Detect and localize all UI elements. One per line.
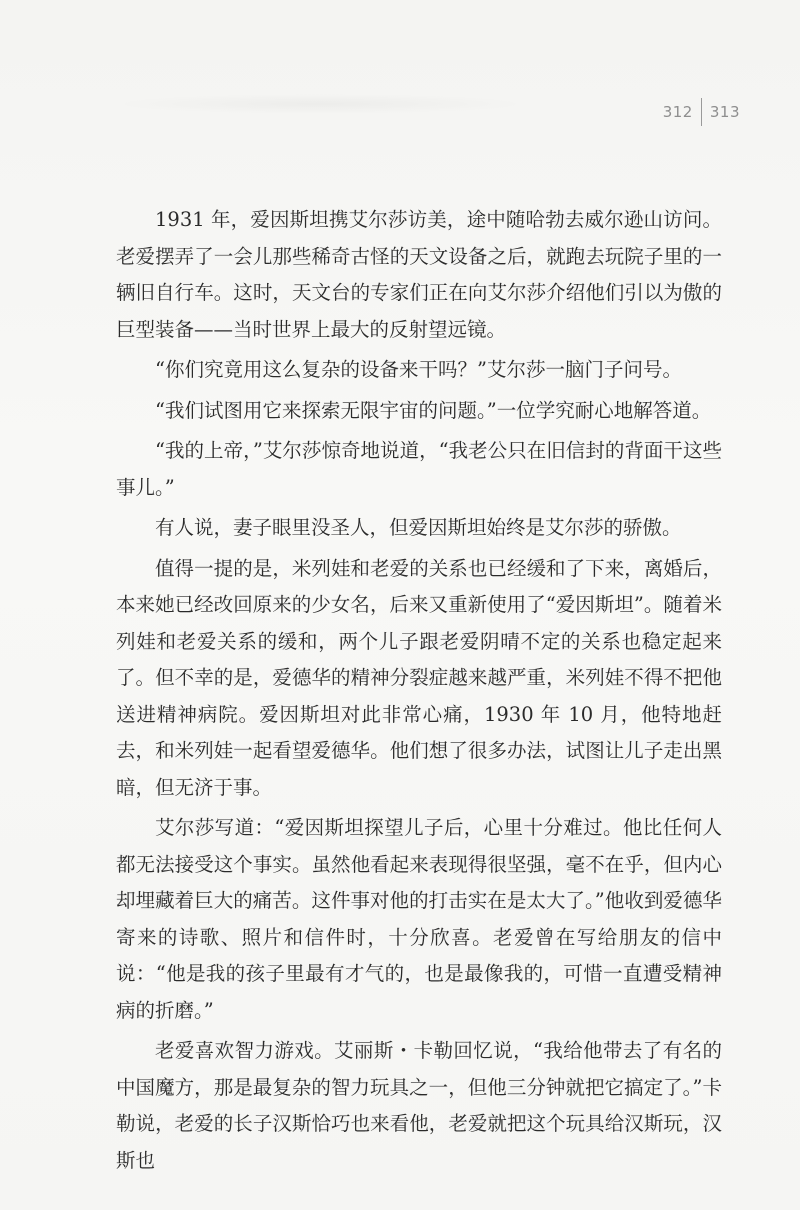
paragraph-1: 1931 年，爱因斯坦携艾尔莎访美，途中随哈勃去威尔逊山访问。老爱摆弄了一会儿那些稀奇古怪的天文设备之后，就跑去玩院子里的一辆旧自行车。这时，天文台的专家们正在向艾尔莎介绍他们引以为傲的巨型装备——当时世界上最大的反射望远镜。: [116, 208, 722, 341]
page-number-divider: [701, 98, 702, 126]
right-page-number: 313: [709, 103, 740, 121]
left-page-number: 312: [662, 103, 693, 121]
paragraph-5: 有人说，妻子眼里没圣人，但爱因斯坦始终是艾尔莎的骄傲。: [155, 516, 682, 539]
body-text: [116, 202, 722, 1179]
paragraph-2: “你们究竟用这么复杂的设备来干吗？”艾尔莎一脑门子问号。: [155, 358, 682, 381]
scan-smudge: [110, 94, 530, 114]
paragraph-4: “我的上帝，”艾尔莎惊奇地说道，“我老公只在旧信封的背面干这些事儿。”: [116, 439, 722, 499]
paragraph-7: 艾尔莎写道：“爱因斯坦探望儿子后，心里十分难过。他比任何人都无法接受这个事实。虽然他看起来表现得很坚强，毫不在乎，但内心却埋藏着巨大的痛苦。这件事对他的打击实在是太大了。”他收到爱德华寄来的诗歌、照片和信件时，十分欣喜。老爱曾在写给朋友的信中说：“他是我的孩子里最有才气的，也是最像我的，可惜一直遭受精神病的折磨。”: [116, 816, 722, 1022]
paragraph-8: 老爱喜欢智力游戏。艾丽斯・卡勒回忆说，“我给他带去了有名的中国魔方，那是最复杂的智力玩具之一，但他三分钟就把它搞定了。”卡勒说，老爱的长子汉斯恰巧也来看他，老爱就把这个玩具给汉斯玩，汉斯也: [116, 1039, 722, 1172]
paragraph-3: “我们试图用它来探索无限宇宙的问题。”一位学究耐心地解答道。: [155, 398, 712, 422]
page-number-header: [663, 98, 740, 126]
paragraph-6: 值得一提的是，米列娃和老爱的关系也已经缓和了下来，离婚后，本来她已经改回原来的少女名，后来又重新使用了“爱因斯坦”。随着米列娃和老爱关系的缓和，两个儿子跟老爱阴晴不定的关系也稳定起来了。但不幸的是，爱德华的精神分裂症越来越严重，米列娃不得不把他送进精神病院。爱因斯坦对此非常心痛，1930 年 10 月，他特地赶去，和米列娃一起看望爱德华。他们想了很多办法，试图让儿子走出黑暗，但无济于事。: [116, 556, 722, 799]
